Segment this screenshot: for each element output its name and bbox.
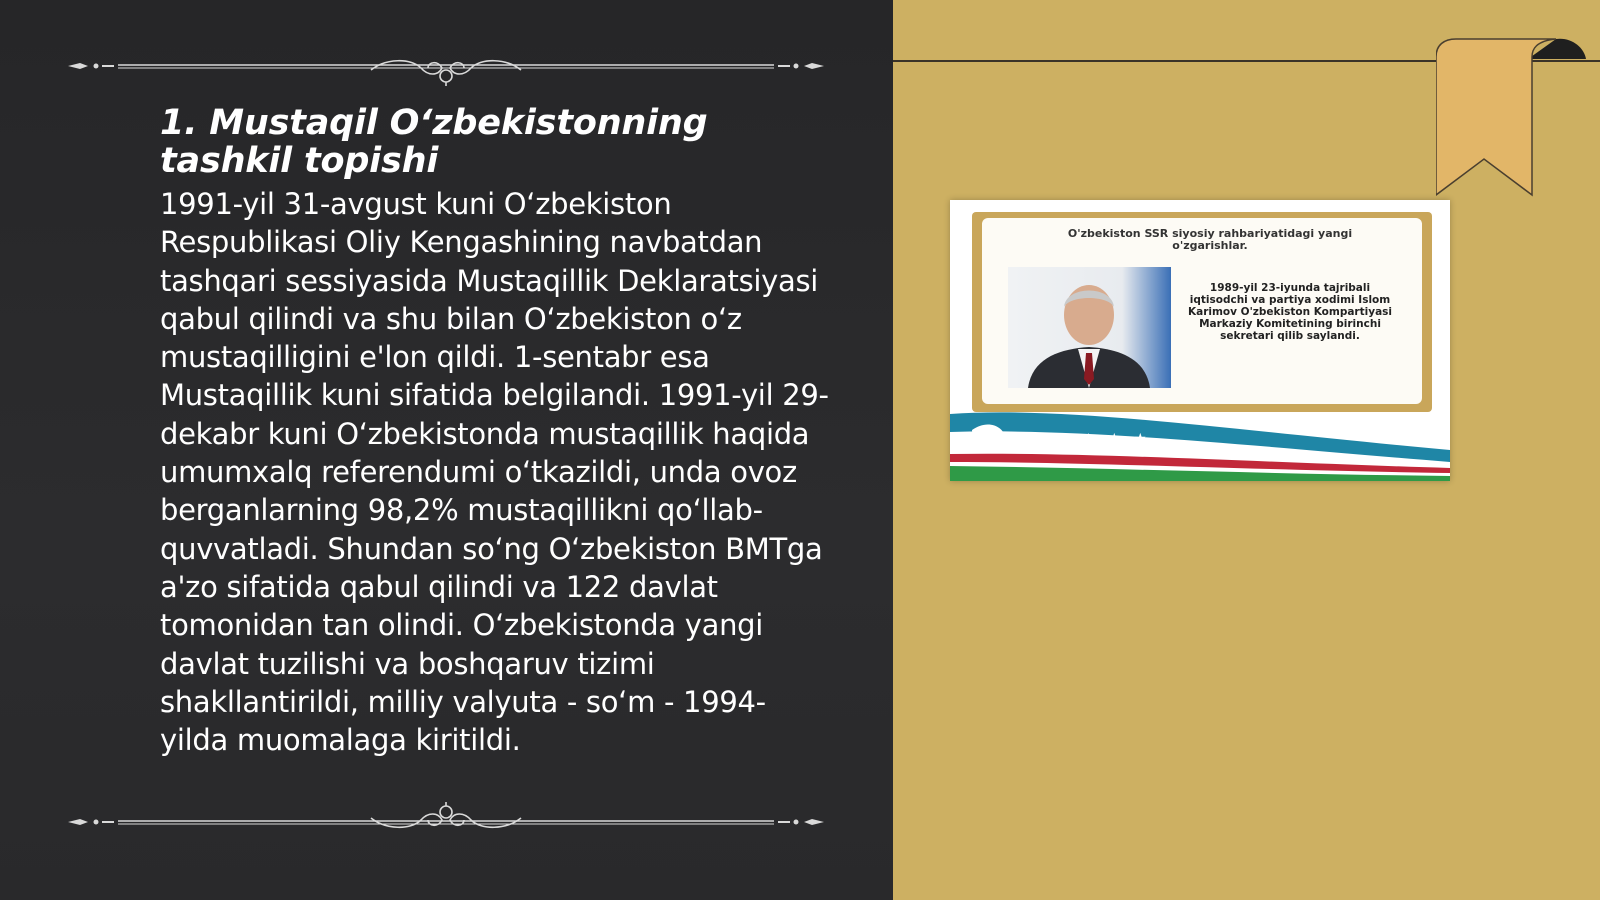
svg-text:★: ★ <box>1108 431 1121 447</box>
portrait-photo-icon <box>1008 267 1171 388</box>
ornament-divider-bottom-icon <box>66 802 826 842</box>
ornament-divider-top-icon <box>66 46 826 86</box>
svg-text:★: ★ <box>1056 431 1069 447</box>
slide-title: 1. Mustaqil O‘zbekistonning tashkil topishi <box>160 103 708 181</box>
bookmark-ribbon-icon <box>1436 37 1586 197</box>
card-caption: 1989-yil 23-iyunda tajribali iqtisodchi va partiya xodimi Islom Karimov O'zbekiston Kompartiyasi Markaziy Komitetining birinchi sekretari qilib saylandi. <box>1187 282 1393 342</box>
flag-stars-icon <box>950 410 1450 481</box>
history-image-card <box>950 200 1450 481</box>
svg-text:★: ★ <box>1134 431 1147 447</box>
svg-text:★: ★ <box>1030 431 1043 447</box>
card-heading: O'zbekiston SSR siyosiy rahbariyatidagi yangi o'zgarishlar. <box>1067 227 1353 252</box>
svg-text:★: ★ <box>1082 431 1095 447</box>
slide-body-text: 1991-yil 31-avgust kuni O‘zbekiston Respublikasi Oliy Kengashining navbatdan tashqari sessiyasida Mustaqillik Deklaratsiyasi qabul qilindi va shu bilan O‘zbekiston o‘z mustaqilligini e'lon qildi. 1-sentabr esa Mustaqillik kuni sifatida belgilandi. 1991-yil 29-dekabr kuni O‘zbekistonda mustaqillik haqida umumxalq referendumi o‘tkazildi, unda ovoz berganlarning 98,2% mustaqillikni qo‘llab-quvvatladi. Shundan so‘ng O‘zbekiston BMTga a'zo sifatida qabul qilindi va 122 davlat tomonidan tan olindi. O‘zbekistonda yangi davlat tuzilishi va boshqaruv tizimi shakllantirildi, milliy valyuta - so‘m - 1994-yilda muomalaga kiritildi. <box>160 187 829 758</box>
